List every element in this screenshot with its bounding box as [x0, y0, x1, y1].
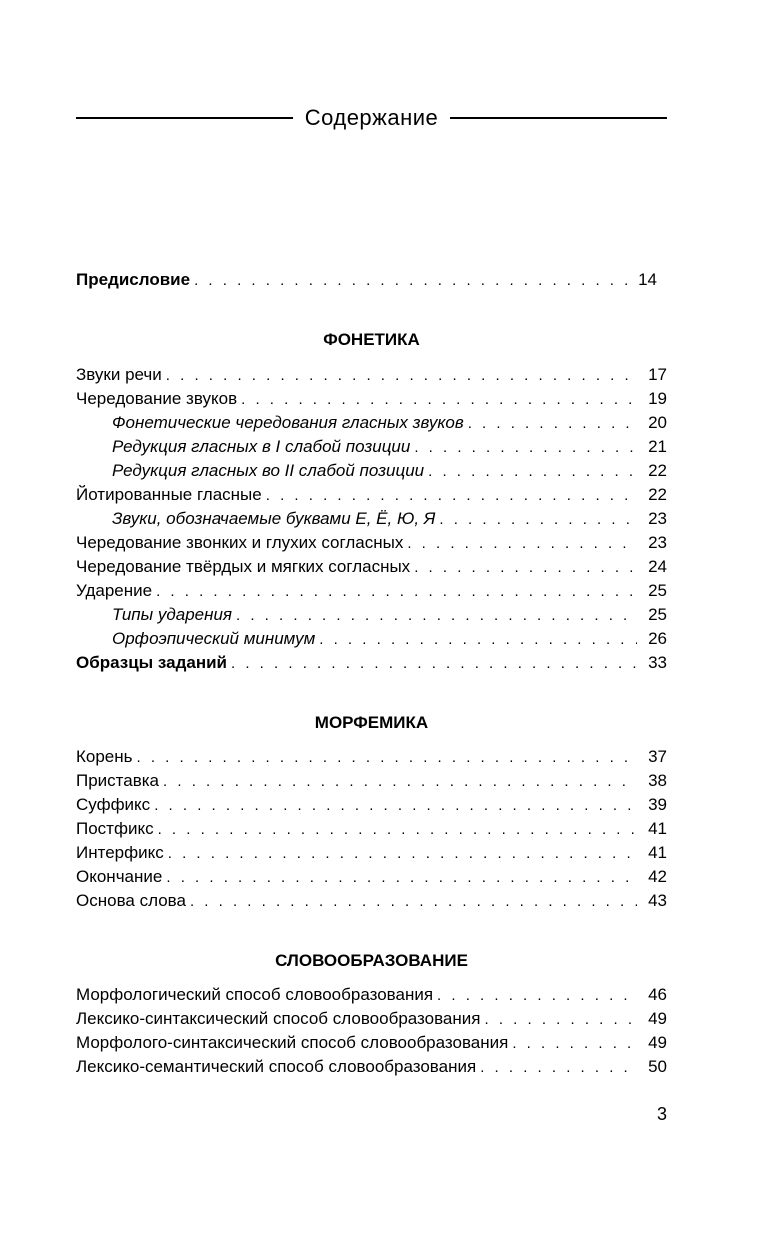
toc-entry[interactable] [76, 983, 667, 1007]
dot-leader [512, 1032, 637, 1056]
toc-entry-label: Лексико-семантический способ словообразования [76, 1057, 477, 1076]
toc-entry-label: Лексико-синтаксический способ словообразования [76, 1009, 481, 1028]
toc-entry[interactable] [76, 579, 667, 603]
toc-entry-label: Суффикс [76, 795, 151, 814]
dot-leader [266, 484, 637, 508]
dot-leader [156, 580, 637, 604]
dot-leader [168, 842, 637, 866]
toc-entry-page: 25 [648, 581, 667, 600]
toc-entry-label: Йотированные гласные [76, 485, 262, 504]
toc-entry[interactable] [76, 817, 667, 841]
toc-subentry[interactable] [112, 459, 667, 483]
toc-entry-page: 38 [648, 771, 667, 790]
toc-entry-page: 22 [648, 485, 667, 504]
toc-entry-label: Звуки речи [76, 365, 162, 384]
toc-entry-label: Звуки, обозначаемые буквами Е, Ё, Ю, Я [112, 509, 436, 528]
section-heading-phonetics: ФОНЕТИКА [323, 330, 420, 349]
toc-entry-page: 41 [648, 819, 667, 838]
toc-entry[interactable] [76, 1055, 667, 1079]
dot-leader [414, 556, 637, 580]
toc-entry-label: Корень [76, 747, 133, 766]
dot-leader [137, 746, 637, 770]
toc-entry-label: Постфикс [76, 819, 154, 838]
dot-leader [166, 364, 637, 388]
toc-entry-page: 33 [648, 653, 667, 672]
dot-leader [428, 460, 637, 484]
toc-entry-page: 37 [648, 747, 667, 766]
toc-entry-label: Приставка [76, 771, 160, 790]
toc-entry[interactable] [76, 889, 667, 913]
toc-subentry[interactable] [112, 603, 667, 627]
header-rule-left [76, 117, 293, 119]
dot-leader [166, 866, 637, 890]
header-rule-right [450, 117, 667, 119]
toc-entry-label: Ударение [76, 581, 153, 600]
section-heading-morphemics: МОРФЕМИКА [314, 713, 429, 732]
toc-entry-sample-tasks[interactable] [76, 651, 667, 675]
toc-entry-page: 39 [648, 795, 667, 814]
toc-entry-page: 23 [648, 533, 667, 552]
toc-subentry[interactable] [112, 435, 667, 459]
toc-subentry[interactable] [112, 411, 667, 435]
toc-entry-page: 22 [648, 461, 667, 480]
toc-entry-page: 49 [648, 1009, 667, 1028]
toc-entry-label: Фонетические чередования гласных звуков [112, 413, 464, 432]
dot-leader [480, 1056, 637, 1080]
dot-leader [194, 269, 627, 293]
toc-subentry[interactable] [112, 627, 667, 651]
toc-entry-page: 50 [648, 1057, 667, 1076]
toc-entry[interactable] [76, 363, 667, 387]
toc-entry-label: Морфолого-синтаксический способ словообразования [76, 1033, 509, 1052]
dot-leader [468, 412, 637, 436]
toc-entry-label: Типы ударения [112, 605, 233, 624]
toc-entry-label: Чередование звонких и глухих согласных [76, 533, 404, 552]
toc-entry[interactable] [76, 531, 667, 555]
toc-entry[interactable] [76, 1031, 667, 1055]
toc-entry-label: Чередование звуков [76, 389, 238, 408]
toc-entry-label: Редукция гласных в I слабой позиции [112, 437, 411, 456]
toc-entry[interactable] [76, 483, 667, 507]
toc-entry-page: 41 [648, 843, 667, 862]
dot-leader [241, 388, 637, 412]
dot-leader [484, 1008, 637, 1032]
toc-entry-label: Орфоэпический минимум [112, 629, 316, 648]
toc-subentry[interactable] [112, 507, 667, 531]
toc-entry[interactable] [76, 841, 667, 865]
dot-leader [190, 890, 637, 914]
page-number: 3 [656, 1104, 667, 1124]
toc-entry-label: Чередование твёрдых и мягких согласных [76, 557, 411, 576]
toc-entry-page: 23 [648, 509, 667, 528]
toc-entry[interactable] [76, 1007, 667, 1031]
toc-entry-page: 24 [648, 557, 667, 576]
toc-entry-page: 14 [638, 270, 657, 289]
dot-leader [414, 436, 637, 460]
toc-entry[interactable] [76, 387, 667, 411]
toc-entry-page: 20 [648, 413, 667, 432]
dot-leader [319, 628, 637, 652]
toc-entry-label: Предисловие [76, 270, 191, 289]
toc-entry[interactable] [76, 745, 667, 769]
section-heading-word-formation: СЛОВООБРАЗОВАНИЕ [275, 951, 468, 970]
toc-entry-page: 21 [648, 437, 667, 456]
page-title: Содержание [304, 105, 439, 130]
toc-entry-preface[interactable] [76, 268, 667, 292]
toc-entry[interactable] [76, 555, 667, 579]
toc-header [76, 100, 667, 136]
dot-leader [163, 770, 637, 794]
dot-leader [437, 984, 637, 1008]
dot-leader [154, 794, 637, 818]
toc-entry[interactable] [76, 793, 667, 817]
dot-leader [158, 818, 637, 842]
dot-leader [231, 652, 637, 676]
toc-entry-label: Образцы заданий [76, 653, 228, 672]
toc-entry-page: 26 [648, 629, 667, 648]
toc-entry-label: Основа слова [76, 891, 186, 910]
toc-entry-label: Интерфикс [76, 843, 164, 862]
toc-entry-page: 42 [648, 867, 667, 886]
toc-entry-page: 17 [648, 365, 667, 384]
dot-leader [439, 508, 637, 532]
toc-entry-page: 49 [648, 1033, 667, 1052]
toc-entry-label: Окончание [76, 867, 163, 886]
toc-entry-label: Морфологический способ словообразования [76, 985, 434, 1004]
toc-entry-page: 46 [648, 985, 667, 1004]
dot-leader [236, 604, 637, 628]
dot-leader [407, 532, 637, 556]
toc-entry-label: Редукция гласных во II слабой позиции [112, 461, 425, 480]
toc-entry[interactable] [76, 865, 667, 889]
toc-entry-page: 25 [648, 605, 667, 624]
toc-entry-page: 43 [648, 891, 667, 910]
toc-entry[interactable] [76, 769, 667, 793]
toc-entry-page: 19 [648, 389, 667, 408]
